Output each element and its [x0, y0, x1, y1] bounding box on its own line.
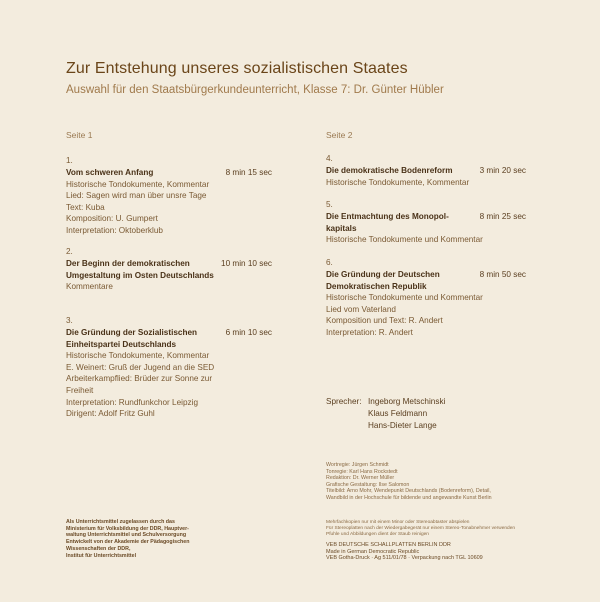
credit-line: Tonregie: Karl Hans Rockstedt [326, 468, 398, 475]
track-detail: Komposition und Text: R. Andert [326, 316, 443, 326]
track-detail: Kommentare [66, 282, 113, 292]
track-duration: 8 min 15 sec [225, 168, 272, 177]
speaker-name: Ingeborg Metschinski [368, 397, 446, 406]
note-line: waltung Unterrichtsmittel und Schulversorgung [66, 532, 187, 539]
track-detail: E. Weinert: Gruß der Jugend an die SED [66, 362, 215, 372]
track-duration: 8 min 25 sec [479, 212, 526, 221]
note-line: Wissenschaften der DDR, [66, 545, 131, 552]
label-line: VEB Gotha-Druck · Ag 511/01/78 · Verpackung nach TGL 10609 [326, 555, 483, 562]
track-detail: Historische Tondokumente und Kommentar [326, 235, 483, 245]
credit-line: Wandbild in der Hochschule für bildende und angewandte Kunst Berlin [326, 494, 492, 501]
track-number: 1. [66, 156, 73, 165]
note-line: Ministerium für Volksbildung der DDR, Hauptver- [66, 525, 189, 532]
track-detail: Arbeiterkampflied: Brüder zur Sonne zur Freiheit [66, 374, 213, 395]
speaker-name: Hans-Dieter Lange [368, 421, 437, 430]
track-detail: Lied: Sagen wird man über unsre Tage [66, 191, 207, 201]
album-title: Zur Entstehung unseres sozialistischen Staates [66, 60, 408, 77]
track-title: Die Gründung der Sozialistischen Einheitspartei Deutschlands [66, 328, 198, 349]
track-title: Vom schweren Anfang [66, 168, 154, 177]
track-2 [66, 246, 272, 293]
credit-line: Redaktion: Dr. Werner Müller [326, 475, 395, 482]
track-detail: Komposition: U. Gumpert [66, 214, 158, 224]
track-4 [326, 153, 526, 188]
note-line: Institut für Unterrichtsmittel [66, 552, 137, 559]
track-title: Die Gründung der Deutschen Demokratischen Republik [326, 270, 440, 291]
record-label-info [326, 542, 483, 562]
speakers-label: Sprecher: [326, 397, 362, 406]
label-line: Made in German Democratic Republic [326, 548, 420, 555]
credit-line: Wortregie: Jürgen Schmidt [326, 462, 389, 468]
legal-line: Pfuhle und Abbildungen dient der Staub reinigen [326, 532, 429, 537]
credit-line: Titelbild: Arno Mohr, Wendepunkt Deutschlands (Bodenreform), Detail, [326, 488, 491, 495]
track-title: Die Entmachtung des Monopol-kapitals [326, 212, 449, 233]
track-detail: Dirigent: Adolf Fritz Guhl [66, 409, 155, 419]
side-1-label: Seite 1 [66, 130, 93, 140]
track-detail: Interpretation: R. Andert [326, 327, 413, 337]
track-number: 6. [326, 258, 333, 267]
credit-line: Grafische Gestaltung: Ilse Salomon [326, 481, 410, 488]
track-detail: Historische Tondokumente und Kommentar [326, 293, 483, 303]
legal-line: Mehrfachkopien nur mit einem Minor oder Stereoabtaster abspielen [326, 520, 470, 525]
track-duration: 8 min 50 sec [479, 270, 526, 279]
track-3 [66, 315, 272, 420]
speaker-name: Klaus Feldmann [368, 409, 428, 418]
side-2-label: Seite 2 [326, 130, 353, 140]
track-duration: 3 min 20 sec [479, 166, 526, 175]
track-duration: 10 min 10 sec [221, 259, 272, 268]
track-number: 2. [66, 247, 73, 256]
note-line: Entwickelt von der Akademie der Pädagogischen [66, 539, 190, 546]
track-detail: Interpretation: Oktoberklub [66, 225, 163, 235]
legal-line: Für Stereoplatten nach der Wiedergabegerät nur einem Stereo-Tonabnehmer verwenden [326, 526, 516, 531]
track-detail: Historische Tondokumente, Kommentar [326, 177, 470, 187]
track-detail: Historische Tondokumente, Kommentar [66, 351, 210, 361]
education-approval-note [66, 519, 189, 559]
speakers [326, 396, 445, 432]
track-detail: Text: Kuba [66, 202, 105, 212]
track-title: Die demokratische Bodenreform [326, 166, 453, 175]
track-detail: Interpretation: Rundfunkchor Leipzig [66, 397, 198, 407]
track-number: 5. [326, 200, 333, 209]
track-title: Der Beginn der demokratischen Umgestaltung im Osten Deutschlands [66, 259, 214, 280]
production-credits [326, 462, 576, 502]
track-1 [66, 155, 272, 237]
album-subtitle: Auswahl für den Staatsbürgerkundeunterricht, Klasse 7: Dr. Günter Hübler [66, 84, 444, 96]
track-number: 3. [66, 316, 73, 325]
track-number: 4. [326, 154, 333, 163]
note-line: Als Unterrichtsmittel zugelassen durch das [66, 519, 175, 525]
track-detail: Lied vom Vaterland [326, 304, 396, 314]
track-duration: 6 min 10 sec [225, 328, 272, 337]
track-6 [326, 257, 526, 339]
care-instructions [326, 520, 515, 538]
track-5 [326, 199, 526, 246]
label-line: VEB DEUTSCHE SCHALLPLATTEN BERLIN DDR [326, 542, 451, 548]
track-detail: Historische Tondokumente, Kommentar [66, 179, 210, 189]
